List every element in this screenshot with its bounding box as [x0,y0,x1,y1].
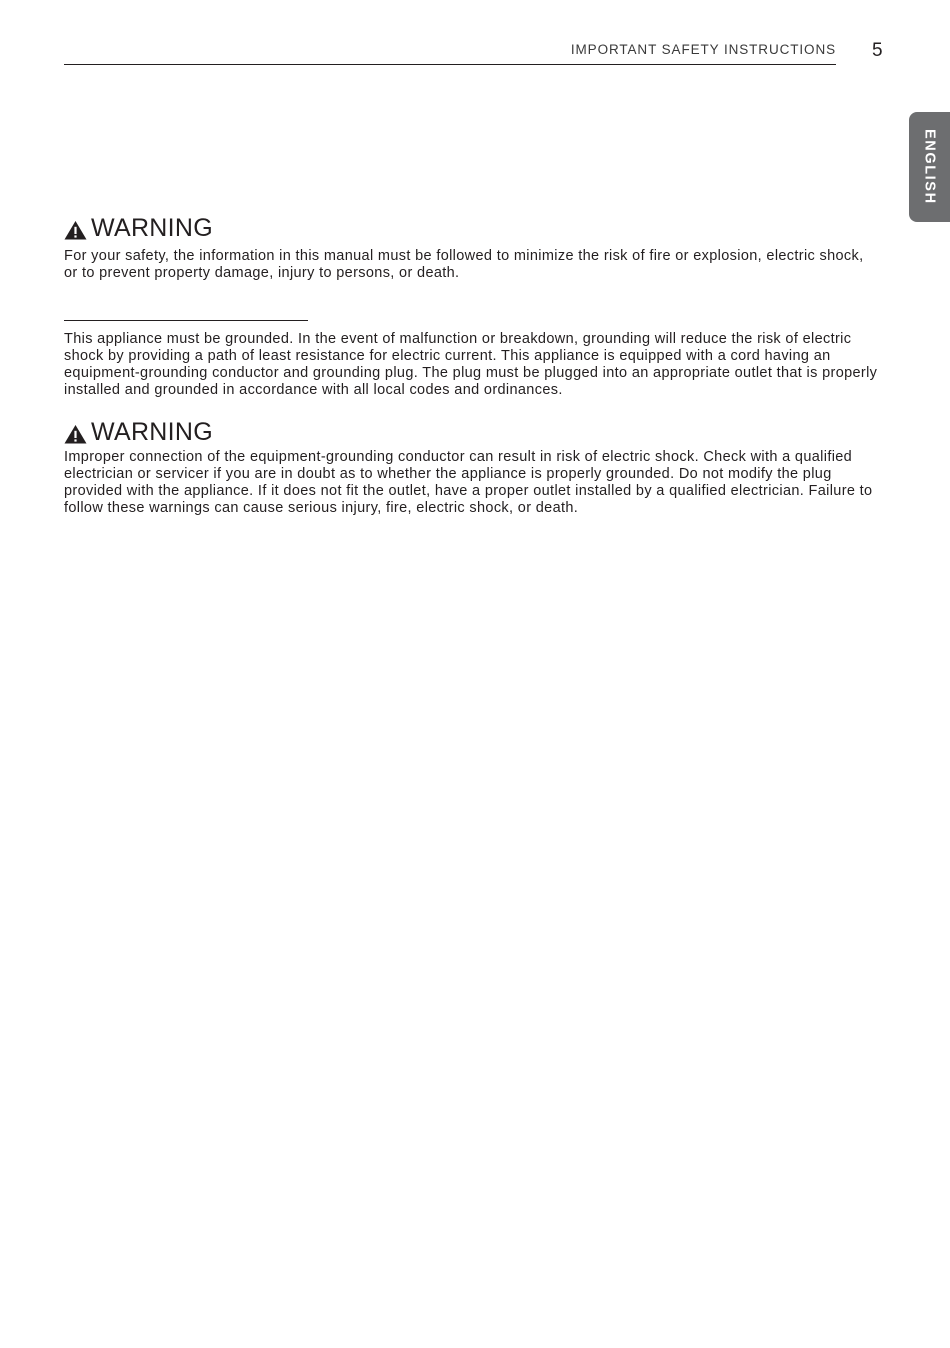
warning-paragraph-safety: For your safety, the information in this manual must be followed to minimize the risk of fire or explosion, electric shock, or to prevent property damage, injury to persons, or death. [64,248,864,281]
warning-heading-text: WARNING [91,214,213,242]
warning-triangle-icon [64,220,87,240]
page-number: 5 [872,40,883,61]
warning-heading-2 [64,418,213,447]
warning-heading-text: WARNING [91,418,213,446]
warning-heading-1 [64,214,213,243]
language-tab [909,112,950,222]
warning-paragraph-grounding: Improper connection of the equipment-grounding conductor can result in risk of electric shock. Check with a qualified electrician or servicer if you are in doubt as to whether the appliance is properly grounded. Do not modify the plug provided with the appliance. If it does not fit the outlet, have a proper outlet installed by a qualified electrician. Failure to follow these warnings can cause serious injury, fire, electric shock, or death. [64,449,873,516]
section-divider [64,320,308,321]
header-section-title: IMPORTANT SAFETY INSTRUCTIONS [570,42,836,57]
warning-triangle-icon [64,424,87,444]
language-tab-label: ENGLISH [921,129,938,205]
header-divider [64,64,836,65]
grounding-paragraph: This appliance must be grounded. In the event of malfunction or breakdown, grounding will reduce the risk of electric shock by providing a path of least resistance for electric current. This appliance is equipped with a cord having an equipment-grounding conductor and grounding plug. The plug must be plugged into an appropriate outlet that is properly installed and grounded in accordance with all local codes and ordinances. [64,331,878,398]
